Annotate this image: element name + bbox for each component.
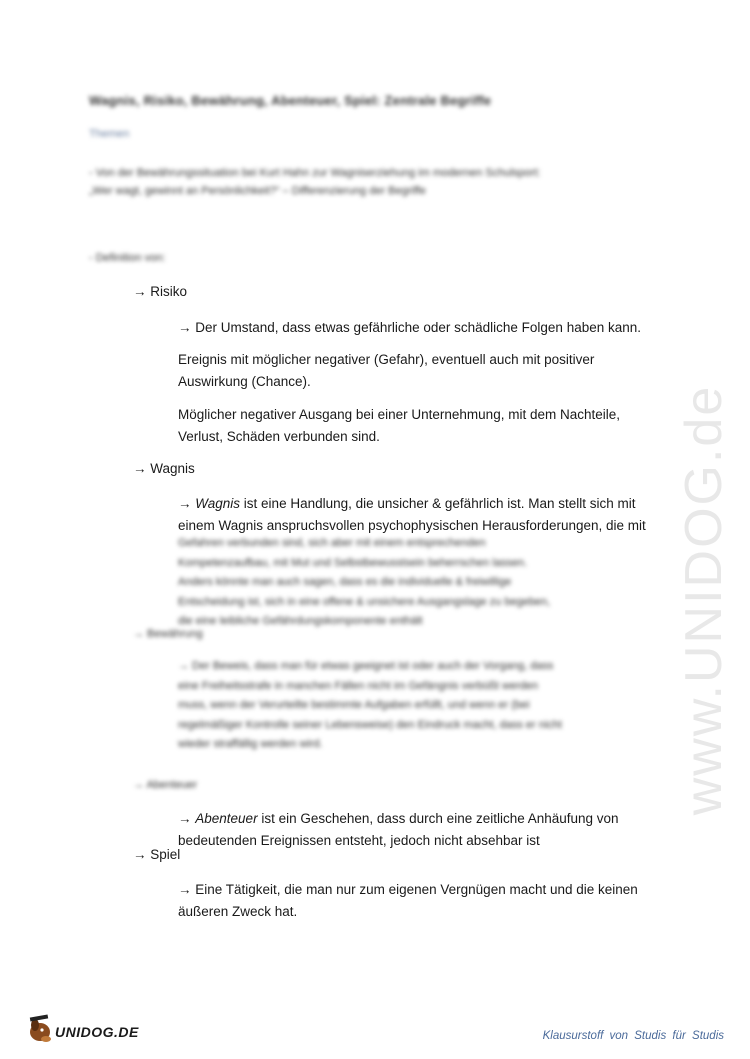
bewaehrung-paragraph (178, 657, 678, 755)
logo-text: UNIDOG.DE (55, 1024, 139, 1040)
abenteuer-paragraph (178, 808, 678, 852)
text-line: Auswirkung (Chance). (178, 374, 311, 389)
text-line: äußeren Zweck hat. (178, 904, 298, 919)
themen-label: Themen (89, 128, 130, 140)
text-line: Anders könnte man auch sagen, dass es die individuelle & freiwillige (178, 576, 512, 588)
text-line: einem Wagnis anspruchsvollen psychophysischen Herausforderungen, die mit (178, 518, 646, 533)
watermark: www.UNIDOG.de (675, 384, 733, 816)
heading-spiel: → Spiel (133, 847, 181, 862)
text-line: Kompetenzaufbau, mit Mut und Selbstbewusstsein beherrschen lassen. (178, 556, 528, 569)
text-line: → Eine Tätigkeit, die man nur zum eigenen Vergnügen macht und die keinen (178, 882, 638, 897)
heading-bewaehrung: → Bewährung (133, 628, 203, 640)
text-line (178, 808, 678, 830)
text-line: Ereignis mit möglicher negativer (Gefahr), eventuell auch mit positiver (178, 352, 595, 367)
intro-text (89, 164, 679, 200)
wagnis-paragraph (178, 493, 678, 537)
text-line: Entscheidung ist, sich in eine offene & unsichere Ausgangslage zu begeben, (178, 595, 551, 608)
text-line: Gefahren verbunden sind, sich aber mit einem entsprechenden (178, 537, 486, 549)
risiko-paragraph-2 (178, 349, 678, 393)
arrow: → (178, 811, 196, 826)
term-wagnis: Wagnis (195, 496, 241, 511)
text-line: die eine leibliche Gefährdungskomponente enthält (178, 615, 423, 627)
spiel-paragraph (178, 879, 678, 923)
text-line: → Der Beweis, dass man für etwas geeignet ist oder auch der Vorgang, dass (178, 660, 554, 672)
text-line: regelmäßiger Kontrolle seiner Lebensweise) den Eindruck macht, dass er nicht (178, 718, 562, 731)
text-line: Verlust, Schäden verbunden sind. (178, 429, 380, 444)
arrow: → (178, 496, 196, 511)
intro-line: „Wer wagt, gewinnt an Persönlichkeit?“ – Differenzierung der Begriffe (89, 185, 426, 197)
text-span: ist eine Handlung, die unsicher & gefährlich ist. Man stellt sich mit (240, 496, 636, 511)
intro-line: - Von der Bewährungssituation bei Kurt Hahn zur Wagniserziehung im modernen Schulsport: (89, 167, 541, 179)
definitions-label: - Definition von: (89, 252, 166, 264)
heading-risiko: → Risiko (133, 284, 188, 299)
heading-wagnis: → Wagnis (133, 461, 195, 476)
footer-tagline: Klausurstoff von Studis für Studis (542, 1030, 724, 1042)
term-abenteuer: Abenteuer (195, 811, 258, 826)
text-line: eine Freiheitsstrafe in manchen Fällen nicht im Gefängnis verbüßt werden (178, 679, 539, 692)
text-line (178, 493, 678, 515)
document-title: Wagnis, Risiko, Bewährung, Abenteuer, Spiel: Zentrale Begriffe (89, 93, 492, 108)
risiko-paragraph-1: → Der Umstand, dass etwas gefährliche oder schädliche Folgen haben kann. (178, 320, 642, 335)
text-line: wieder straffällig werden wird. (178, 738, 323, 750)
text-line: bedeutenden Ereignissen entsteht, jedoch nicht absehbar ist (178, 833, 540, 848)
risiko-paragraph-3 (178, 404, 678, 448)
heading-abenteuer: → Abenteuer (133, 779, 198, 791)
text-line: Möglicher negativer Ausgang bei einer Unternehmung, mit dem Nachteile, (178, 407, 620, 422)
text-span: ist ein Geschehen, dass durch eine zeitliche Anhäufung von (257, 811, 619, 826)
text-line: muss, wenn der Verurteilte bestimmte Aufgaben erfüllt, und wenn er (bei (178, 699, 530, 711)
wagnis-paragraph-blurred (178, 534, 678, 632)
